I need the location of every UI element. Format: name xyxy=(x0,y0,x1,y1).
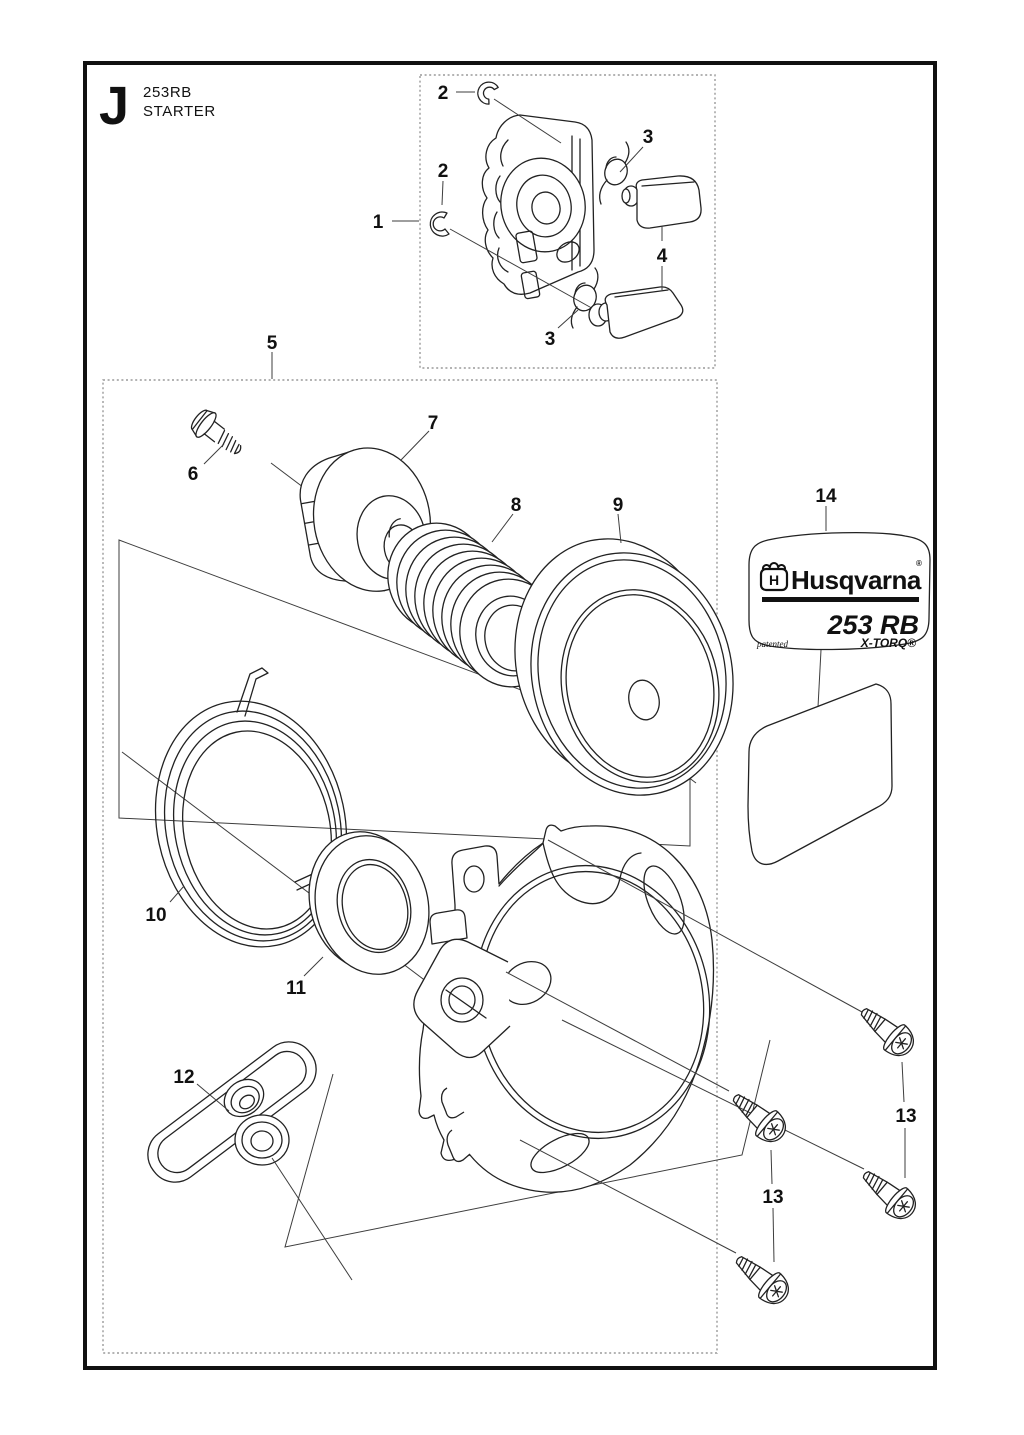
sticker-husqvarna-badge xyxy=(749,533,930,650)
callout-12: 12 xyxy=(173,1067,195,1088)
callout-13b: 13 xyxy=(762,1187,784,1208)
crown-letter: H xyxy=(769,572,780,588)
brand-wordmark: Husqvarna xyxy=(791,565,921,595)
brand-registered-mark: ® xyxy=(916,559,922,568)
part-pawl-plate xyxy=(482,115,594,299)
section-title: STARTER xyxy=(143,103,216,120)
callout-1: 1 xyxy=(372,212,384,233)
callout-9: 9 xyxy=(612,495,624,516)
part-starter-pawl-top xyxy=(622,176,701,228)
part-starter-pawl-bottom xyxy=(589,287,683,338)
callout-11: 11 xyxy=(285,978,307,999)
part-screw-13-1 xyxy=(853,999,921,1063)
sticker-blank-decal xyxy=(748,684,892,864)
part-washer xyxy=(295,820,444,987)
callout-2b: 2 xyxy=(437,161,449,182)
callout-6: 6 xyxy=(187,464,199,485)
callout-8: 8 xyxy=(510,495,522,516)
callout-10: 10 xyxy=(145,905,167,926)
callout-14: 14 xyxy=(815,486,837,507)
callout-7: 7 xyxy=(427,413,439,434)
part-starter-handle xyxy=(137,1031,352,1280)
part-screw-13-4 xyxy=(728,1247,796,1311)
callout-4: 4 xyxy=(656,246,668,267)
callout-3a: 3 xyxy=(642,127,654,148)
part-screw-13-2 xyxy=(725,1085,793,1149)
model-number: 253RB xyxy=(143,84,192,101)
part-screw-13-3 xyxy=(855,1162,923,1226)
part-starter-pulley xyxy=(493,520,755,814)
part-starter-housing xyxy=(414,825,731,1192)
badge-patented: patented xyxy=(757,639,788,649)
badge-model: 253 RB xyxy=(827,610,919,640)
section-letter: J xyxy=(99,76,130,136)
part-e-clip-left xyxy=(430,212,449,236)
part-screw-6 xyxy=(187,405,249,463)
callout-2a: 2 xyxy=(437,83,449,104)
callout-3b: 3 xyxy=(544,329,556,350)
header xyxy=(99,76,216,136)
part-e-clip-top xyxy=(474,78,501,106)
badge-divider xyxy=(762,597,919,602)
callout-5: 5 xyxy=(266,333,278,354)
badge-xtorq: X-TORQ® xyxy=(860,636,916,650)
callout-13a: 13 xyxy=(895,1106,917,1127)
